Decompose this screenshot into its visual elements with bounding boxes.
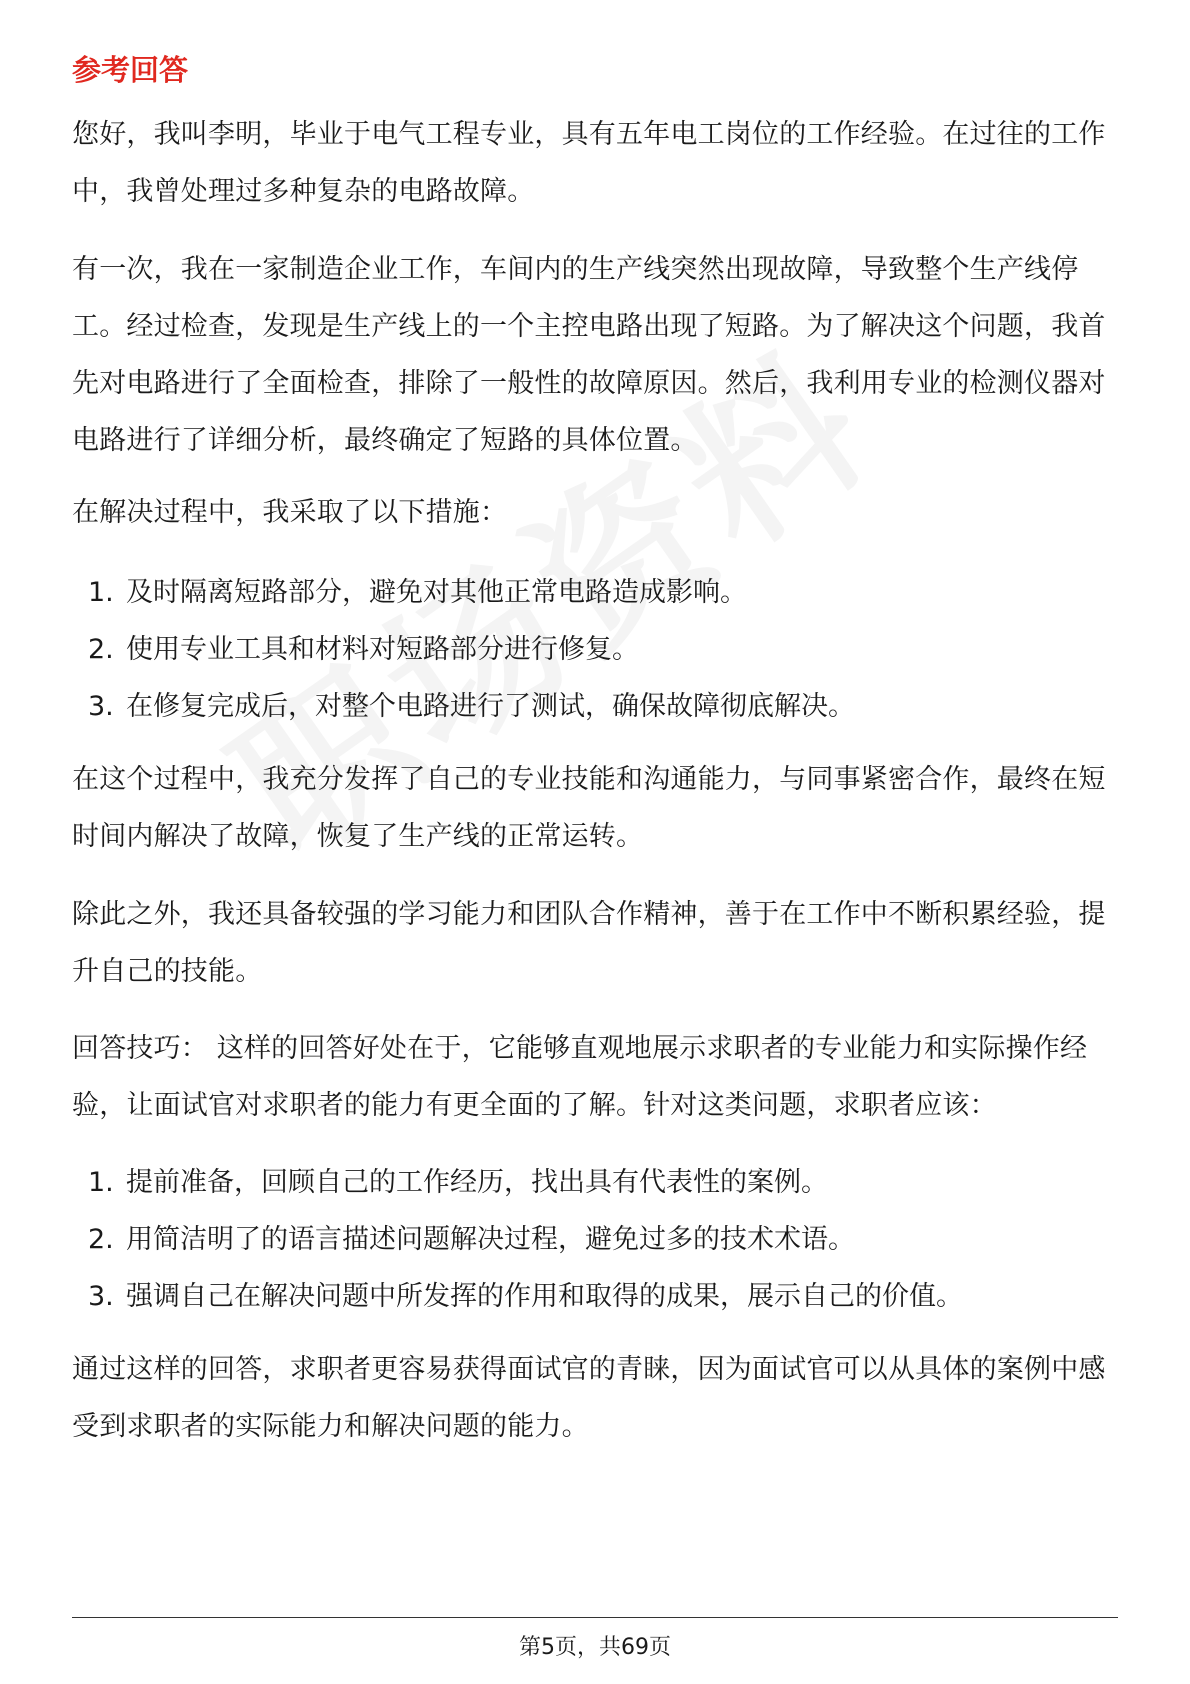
document-page [72,0,1118,1684]
paragraph-measures-intro: 在解决过程中，我采取了以下措施： [72,497,508,528]
paragraph-story: 有一次，我在一家制造企业工作，车间内的生产线突然出现故障，导致整个生产线停工。经过检查，发现是生产线上的一个主控电路出现了短路。为了解决这个问题，我首先对电路进行了全面检查，排除了一般性的故障原因。然后，我利用专业的检测仪器对电路进行了详细分析，最终确定了短路的具体位置。 [72,254,1106,456]
paragraph-conclusion: 通过这样的回答，求职者更容易获得面试官的青睐，因为面试官可以从具体的案例中感受到求职者的实际能力和解决问题的能力。 [72,1354,1106,1442]
list-item: 1. 提前准备，回顾自己的工作经历，找出具有代表性的案例。 [88,1167,828,1198]
list-item: 3. 在修复完成后，对整个电路进行了测试，确保故障彻底解决。 [88,691,855,722]
footer-divider [72,1617,1118,1618]
tips-list [88,1154,1118,1325]
paragraph-result: 在这个过程中，我充分发挥了自己的专业技能和沟通能力，与同事紧密合作，最终在短时间内解决了故障，恢复了生产线的正常运转。 [72,764,1106,852]
section-heading: 参考回答 [72,53,189,87]
list-item: 2. 使用专业工具和材料对短路部分进行修复。 [88,634,639,665]
list-item: 3. 强调自己在解决问题中所发挥的作用和取得的成果，展示自己的价值。 [88,1281,963,1312]
paragraph-tips: 回答技巧： 这样的回答好处在于，它能够直观地展示求职者的专业能力和实际操作经验，让面试官对求职者的能力有更全面的了解。针对这类问题，求职者应该： [72,1033,1088,1121]
measures-list [88,564,1118,735]
list-item: 1. 及时隔离短路部分，避免对其他正常电路造成影响。 [88,577,747,608]
page-number: 第5页，共69页 [519,1635,671,1660]
list-item: 2. 用简洁明了的语言描述问题解决过程，避免过多的技术术语。 [88,1224,855,1255]
paragraph-intro: 您好，我叫李明，毕业于电气工程专业，具有五年电工岗位的工作经验。在过往的工作中，我曾处理过多种复杂的电路故障。 [72,119,1106,207]
paragraph-extra: 除此之外，我还具备较强的学习能力和团队合作精神，善于在工作中不断积累经验，提升自己的技能。 [72,899,1106,987]
